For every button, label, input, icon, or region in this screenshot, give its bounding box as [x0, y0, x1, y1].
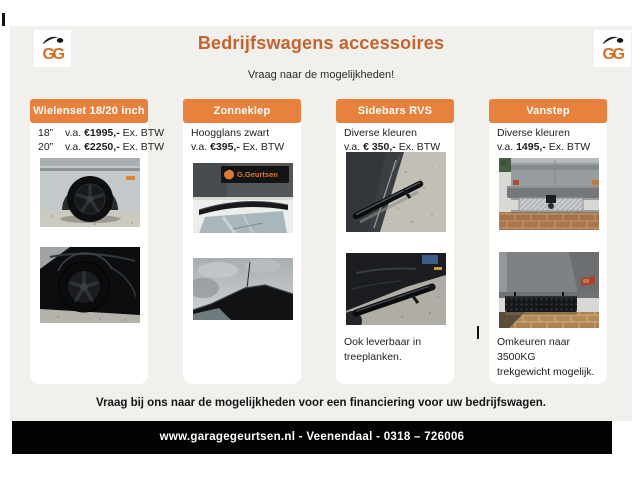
price-row [191, 141, 299, 155]
price-amount: € 350,- [363, 140, 396, 153]
stray-edge-mark [2, 13, 5, 26]
price-suffix: Ex. BTW [242, 140, 285, 153]
price-amount: 1495,- [516, 140, 546, 153]
price-row [497, 141, 605, 155]
price-prefix: v.a. [191, 140, 208, 153]
vanstep-note-line1: Omkeuren naar 3500KG [497, 336, 570, 363]
price-prefix: v.a. [65, 140, 82, 153]
price-row-20 [38, 140, 165, 155]
sidebars-prices [344, 127, 452, 154]
photo-black-visor-sky [193, 258, 293, 320]
garage-sign-text: G.Geurtsen [237, 170, 278, 179]
vanstep-note [497, 335, 605, 380]
column-wielenset [30, 99, 165, 384]
price-prefix: v.a. [344, 140, 361, 153]
price-suffix: Ex. BTW [548, 140, 591, 153]
finance-note: Vraag bij ons naar de mogelijkheden voor een financiering voor uw bedrijfswagen. [96, 397, 546, 409]
contact-bar: www.garagegeurtsen.nl - Veenendaal - 0318 – 726006 [12, 421, 612, 454]
vanstep-prices [497, 127, 605, 154]
column-sidebars [336, 99, 454, 384]
wheel-size-label: 20” [38, 140, 54, 153]
text-cursor [477, 326, 479, 339]
product-colors-label: Diverse kleuren [497, 127, 570, 139]
column-zonneklep [183, 99, 301, 384]
price-prefix: v.a. [65, 127, 82, 139]
vanstep-header-button[interactable]: Vanstep [489, 99, 607, 123]
photo-sidebar-grey-van [346, 152, 446, 232]
zonneklep-header-button[interactable]: Zonneklep [183, 99, 301, 123]
wielenset-prices [38, 127, 165, 154]
photo-black-van-black-wheel [40, 247, 140, 323]
wielenset-header-button[interactable]: Wielenset 18/20 inch [30, 99, 148, 123]
price-amount: €1995,- [84, 127, 120, 139]
price-suffix: Ex. BTW [398, 140, 441, 153]
price-suffix: Ex. BTW [122, 127, 165, 139]
sidebars-header-button[interactable]: Sidebars RVS [336, 99, 454, 123]
price-suffix: Ex. BTW [122, 140, 165, 153]
wheel-size-label: 18” [38, 127, 54, 139]
price-prefix: v.a. [497, 140, 514, 153]
column-vanstep [489, 99, 607, 384]
price-amount: €2250,- [84, 140, 120, 153]
svg-text:GG: GG [602, 46, 623, 63]
photo-vanstep-black-grate [499, 252, 599, 328]
logo-letters: GG [42, 46, 63, 63]
zonneklep-prices [191, 127, 299, 154]
page-title: Bedrijfswagens accessoires [197, 33, 445, 53]
photo-grey-van-black-wheel [40, 158, 140, 227]
photo-white-van-visor-garage [193, 163, 293, 233]
price-amount: €395,- [210, 140, 240, 153]
product-colors-label: Diverse kleuren [344, 127, 417, 139]
sidebars-note: Ook leverbaar in treeplanken. [344, 336, 422, 363]
price-row-18 [38, 127, 165, 141]
page-subtitle: Vraag naar de mogelijkheden! [247, 69, 395, 81]
photo-sidebar-black-van [346, 253, 446, 325]
photo-vanstep-aluminium [499, 158, 599, 230]
product-finish-label: Hoogglans zwart [191, 127, 270, 139]
vanstep-note-line2: trekgewicht mogelijk. [497, 366, 595, 378]
